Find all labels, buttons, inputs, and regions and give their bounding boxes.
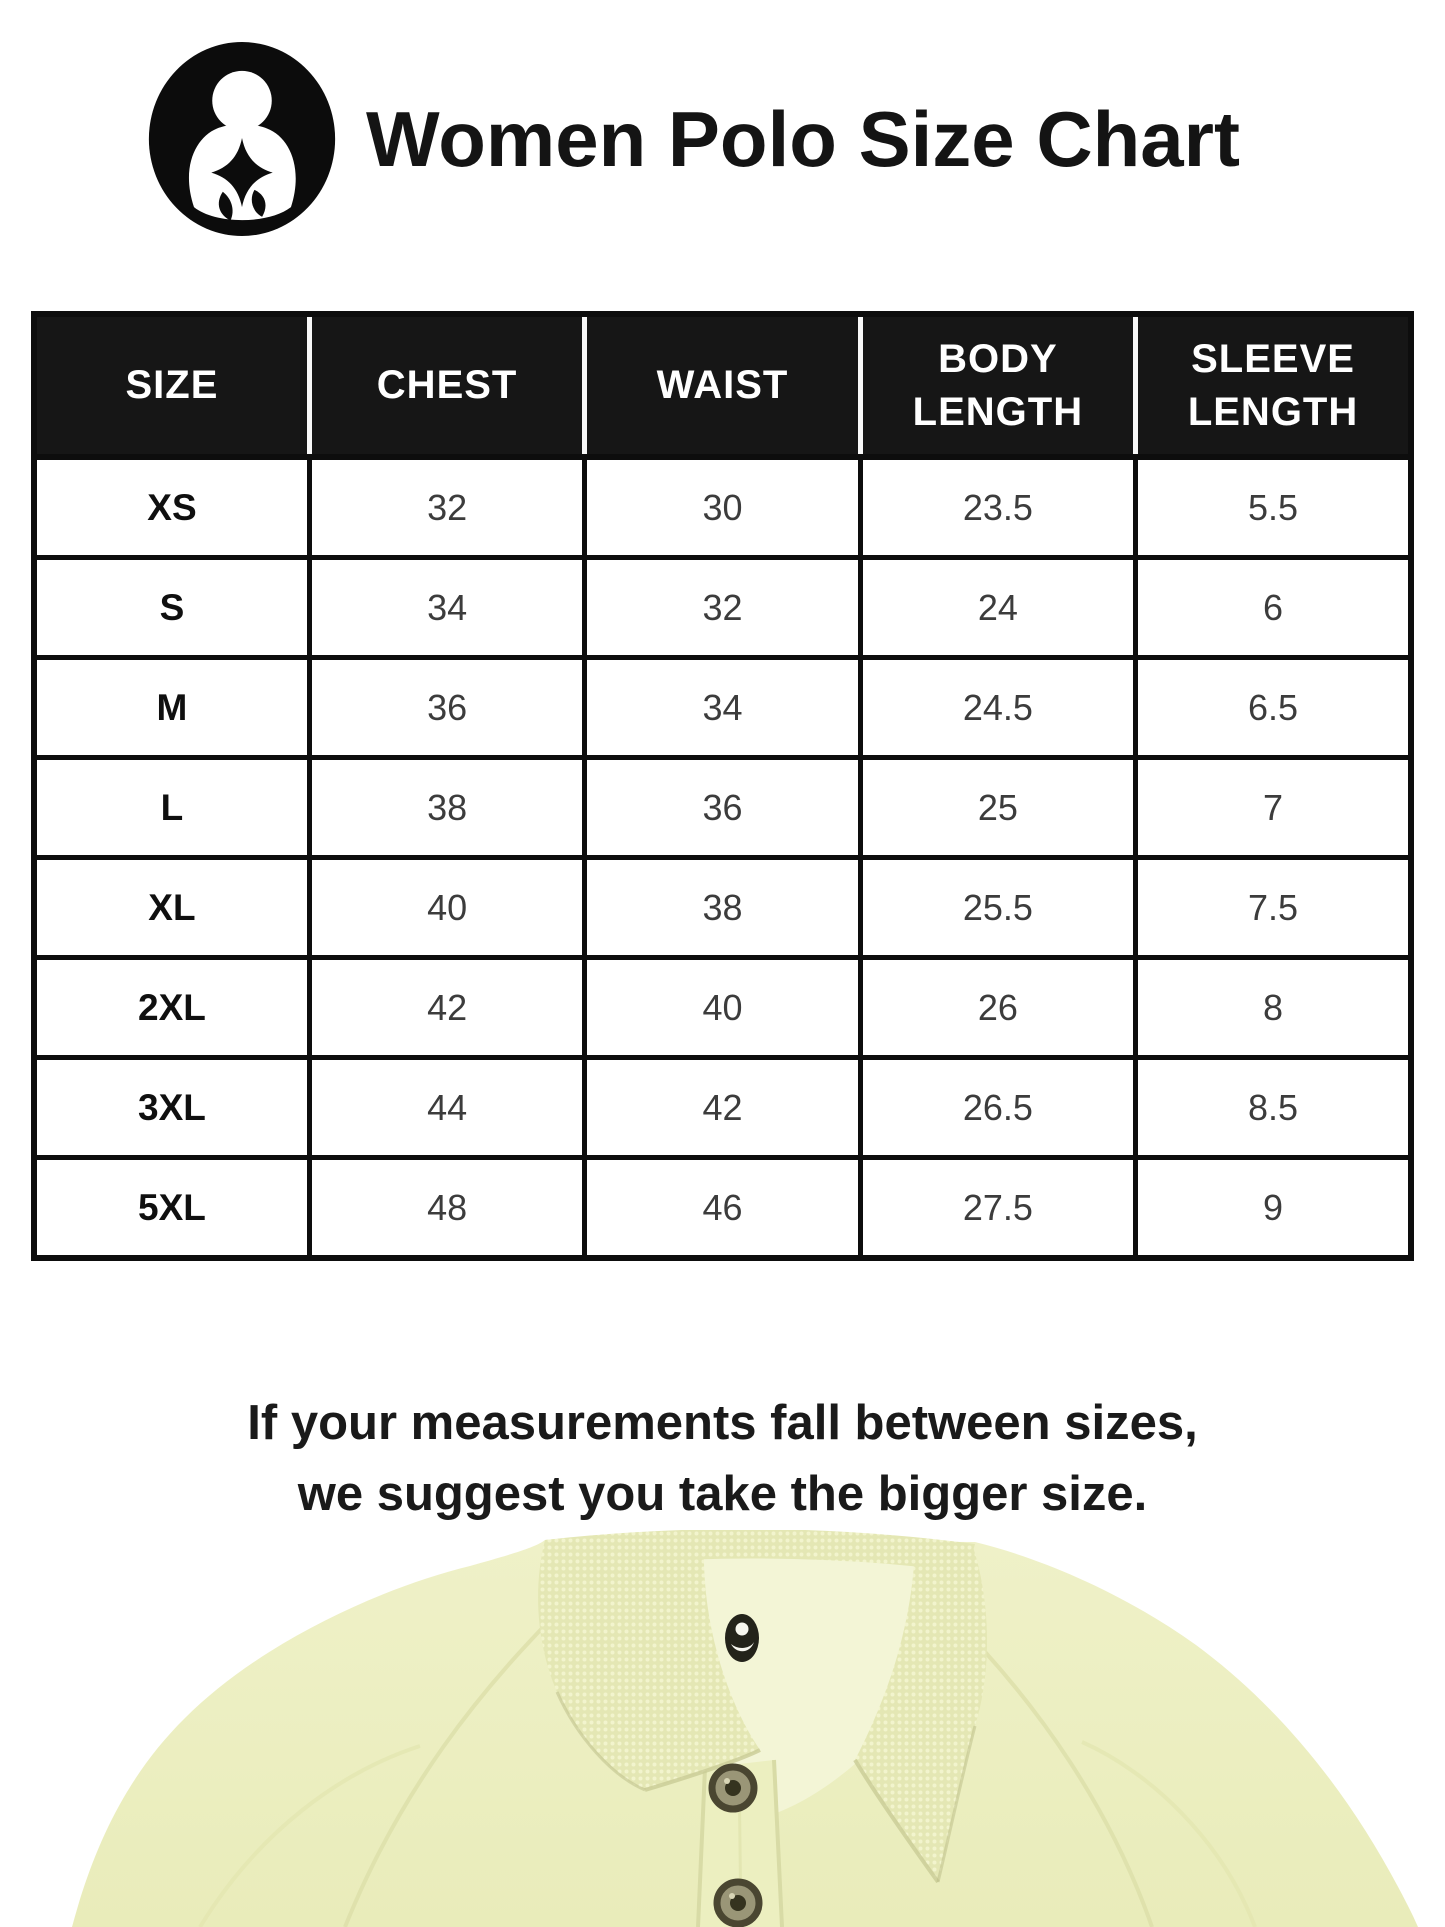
size-cell: 2XL — [34, 958, 309, 1058]
measurement-cell: 36 — [585, 758, 860, 858]
measurement-cell: 8 — [1136, 958, 1411, 1058]
measurement-cell: 7.5 — [1136, 858, 1411, 958]
measurement-cell: 48 — [309, 1158, 584, 1259]
measurement-cell: 24 — [860, 558, 1135, 658]
measurement-cell: 9 — [1136, 1158, 1411, 1259]
measurement-cell: 24.5 — [860, 658, 1135, 758]
table-row — [34, 958, 1411, 1058]
measurement-cell: 6.5 — [1136, 658, 1411, 758]
measurement-cell: 6 — [1136, 558, 1411, 658]
measurement-cell: 38 — [309, 758, 584, 858]
size-cell: S — [34, 558, 309, 658]
table-row — [34, 858, 1411, 958]
measurement-cell: 46 — [585, 1158, 860, 1259]
table-row — [34, 457, 1411, 558]
sizing-note-line1: If your measurements fall between sizes, — [247, 1396, 1198, 1450]
size-chart-table — [31, 311, 1414, 1261]
measurement-cell: 23.5 — [860, 457, 1135, 558]
size-cell: M — [34, 658, 309, 758]
column-header-size: SIZE — [34, 314, 309, 457]
page-header — [146, 40, 1240, 238]
brand-logo-icon — [146, 40, 338, 238]
measurement-cell: 27.5 — [860, 1158, 1135, 1259]
size-table-body — [34, 457, 1411, 1258]
measurement-cell: 5.5 — [1136, 457, 1411, 558]
column-header-chest: CHEST — [309, 314, 584, 457]
placket-button-top — [712, 1767, 754, 1809]
measurement-cell: 30 — [585, 457, 860, 558]
table-row — [34, 1158, 1411, 1259]
size-table-container — [31, 311, 1414, 1261]
size-cell: XS — [34, 457, 309, 558]
sizing-note — [0, 1388, 1445, 1529]
table-row — [34, 658, 1411, 758]
measurement-cell: 26.5 — [860, 1058, 1135, 1158]
column-header-waist: WAIST — [585, 314, 860, 457]
measurement-cell: 40 — [585, 958, 860, 1058]
measurement-cell: 32 — [309, 457, 584, 558]
placket-button-bottom — [717, 1882, 759, 1924]
page-title: Women Polo Size Chart — [366, 94, 1240, 183]
column-header-body-length: BODY LENGTH — [860, 314, 1135, 457]
table-row — [34, 1058, 1411, 1158]
measurement-cell: 32 — [585, 558, 860, 658]
measurement-cell: 36 — [309, 658, 584, 758]
measurement-cell: 34 — [309, 558, 584, 658]
measurement-cell: 25.5 — [860, 858, 1135, 958]
column-header-sleeve-length: SLEEVE LENGTH — [1136, 314, 1411, 457]
measurement-cell: 42 — [585, 1058, 860, 1158]
measurement-cell: 34 — [585, 658, 860, 758]
table-row — [34, 558, 1411, 658]
measurement-cell: 40 — [309, 858, 584, 958]
polo-shirt-collar-image — [0, 1530, 1445, 1927]
table-header-row — [34, 314, 1411, 457]
sizing-note-line2: we suggest you take the bigger size. — [297, 1466, 1148, 1521]
size-cell: 3XL — [34, 1058, 309, 1158]
collar-brand-label — [725, 1614, 759, 1662]
table-row — [34, 758, 1411, 858]
measurement-cell: 44 — [309, 1058, 584, 1158]
size-cell: XL — [34, 858, 309, 958]
size-cell: L — [34, 758, 309, 858]
measurement-cell: 42 — [309, 958, 584, 1058]
size-cell: 5XL — [34, 1158, 309, 1259]
measurement-cell: 8.5 — [1136, 1058, 1411, 1158]
measurement-cell: 26 — [860, 958, 1135, 1058]
measurement-cell: 38 — [585, 858, 860, 958]
measurement-cell: 7 — [1136, 758, 1411, 858]
measurement-cell: 25 — [860, 758, 1135, 858]
